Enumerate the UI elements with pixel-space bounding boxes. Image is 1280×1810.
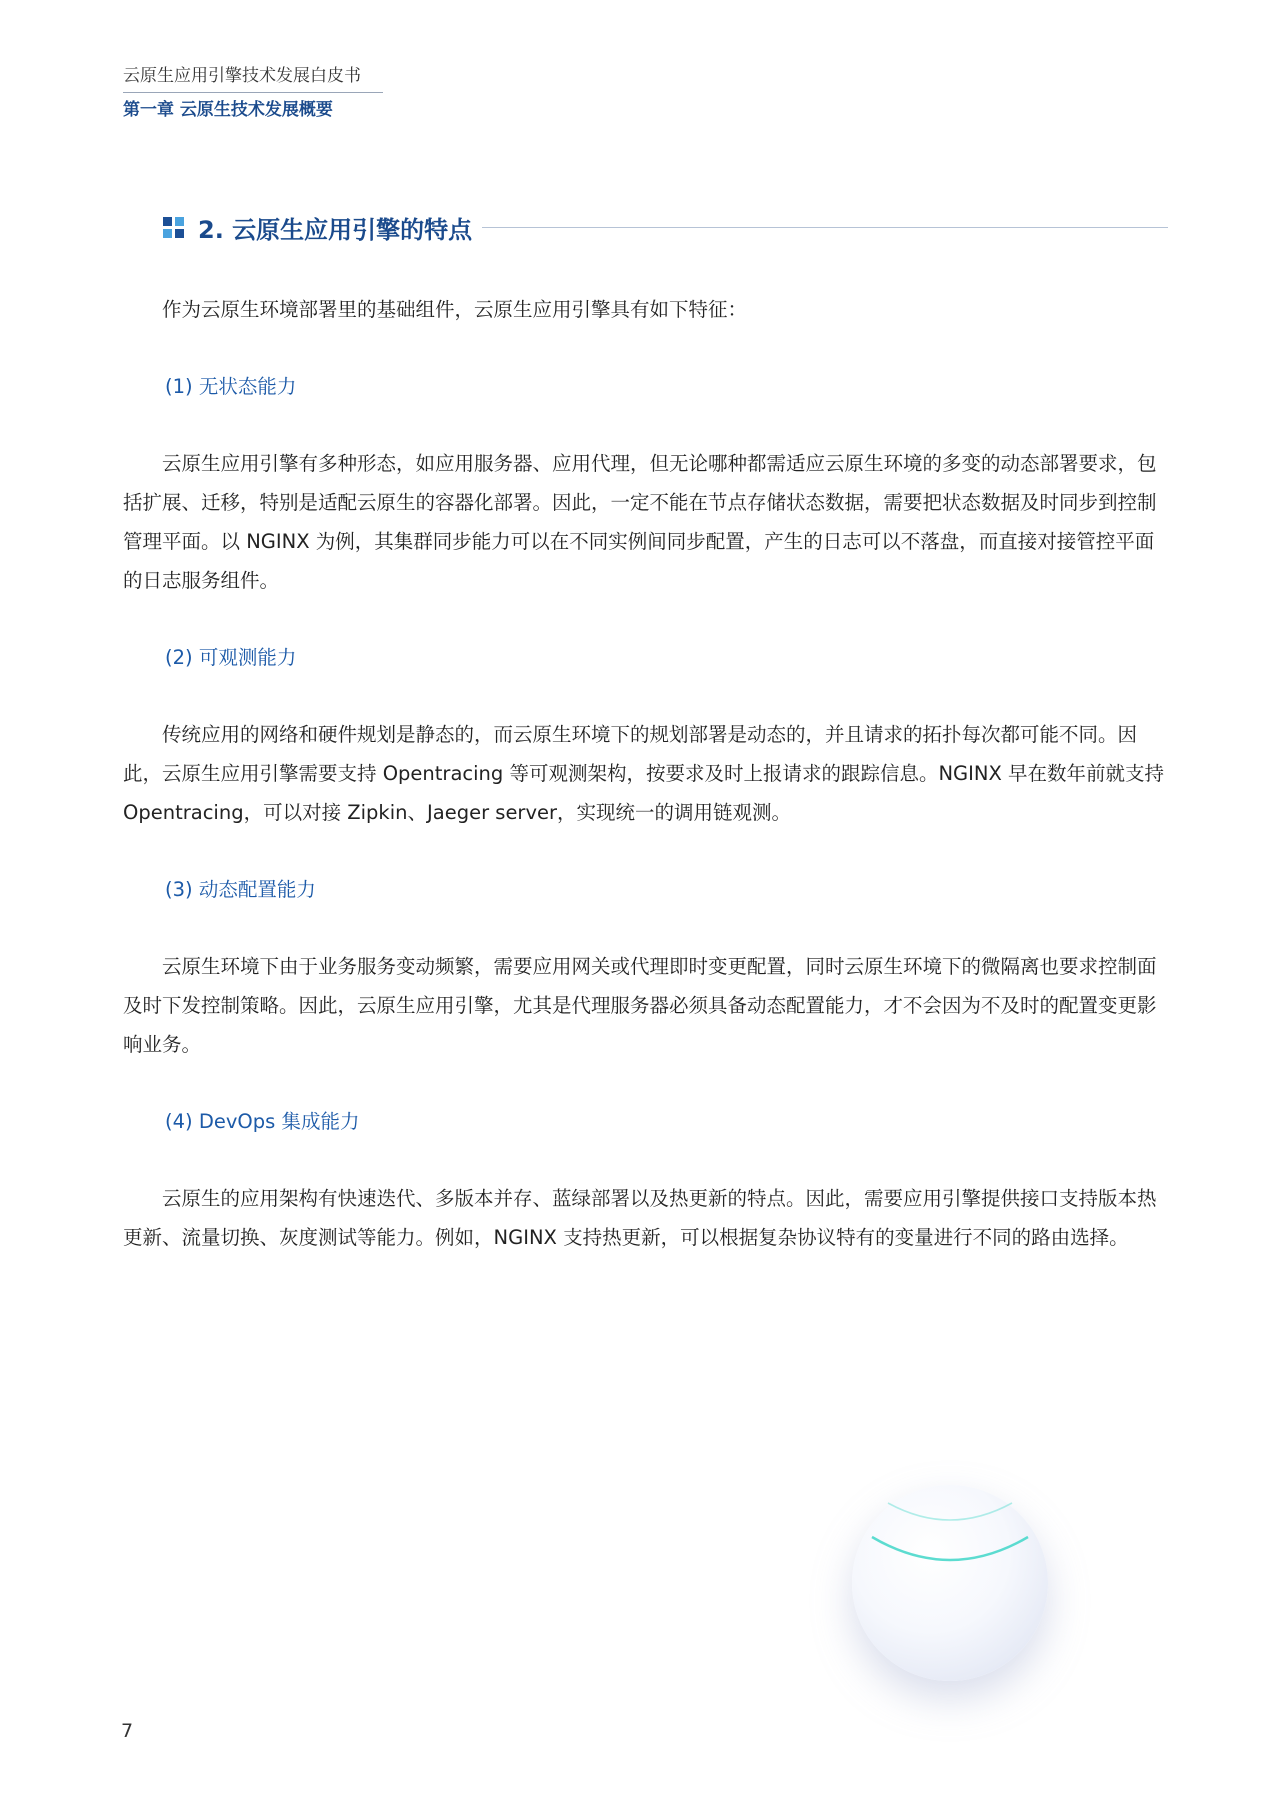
sphere-rings-icon xyxy=(830,1465,1070,1705)
feature-heading-devops: (4) DevOps 集成能力 xyxy=(165,1110,360,1133)
feature-body-dynamic-config: 云原生环境下由于业务服务变动频繁，需要应用网关或代理即时变更配置，同时云原生环境下的微隔离也要求控制面及时下发控制策略。因此，云原生应用引擎，尤其是代理服务器必须具备动态配置能力，才不会因为不及时的配置变更影响业务。 xyxy=(123,955,1157,1056)
section-squares-icon xyxy=(163,217,184,238)
feature-body-stateless: 云原生应用引擎有多种形态，如应用服务器、应用代理，但无论哪种都需适应云原生环境的多变的动态部署要求，包括扩展、迁移，特别是适配云原生的容器化部署。因此，一定不能在节点存储状态数据，需要把状态数据及时同步到控制管理平面。以 NGINX 为例，其集群同步能力可以在不同实例间同步配置，产生的日志可以不落盘，而直接对接管控平面的日志服务组件。 xyxy=(123,452,1157,592)
page-body xyxy=(123,290,1168,1257)
section-divider xyxy=(482,227,1168,228)
feature-heading-stateless: (1) 无状态能力 xyxy=(165,375,297,398)
feature-heading-dynamic-config: (3) 动态配置能力 xyxy=(165,878,316,901)
document-title: 云原生应用引擎技术发展白皮书 xyxy=(123,64,383,93)
feature-heading-observability: (2) 可观测能力 xyxy=(165,646,297,669)
decorative-sphere xyxy=(830,1465,1070,1705)
feature-body-observability: 传统应用的网络和硬件规划是静态的，而云原生环境下的规划部署是动态的，并且请求的拓扑每次都可能不同。因此，云原生应用引擎需要支持 Opentracing 等可观测架构，按要求及时上报请求的跟踪信息。NGINX 早在数年前就支持 Opentracing，可以对接 Zipkin、Jaeger server，实现统一的调用链观测。 xyxy=(123,723,1165,824)
section-title: 2. 云原生应用引擎的特点 xyxy=(198,215,473,244)
chapter-title: 第一章 云原生技术发展概要 xyxy=(123,100,333,120)
feature-body-devops: 云原生的应用架构有快速迭代、多版本并存、蓝绿部署以及热更新的特点。因此，需要应用引擎提供接口支持版本热更新、流量切换、灰度测试等能力。例如，NGINX 支持热更新，可以根据复杂协议特有的变量进行不同的路由选择。 xyxy=(123,1187,1157,1249)
running-header xyxy=(123,64,383,122)
section-heading xyxy=(163,207,1168,247)
page-number: 7 xyxy=(121,1720,134,1742)
intro-paragraph: 作为云原生环境部署里的基础组件，云原生应用引擎具有如下特征： xyxy=(162,298,748,321)
